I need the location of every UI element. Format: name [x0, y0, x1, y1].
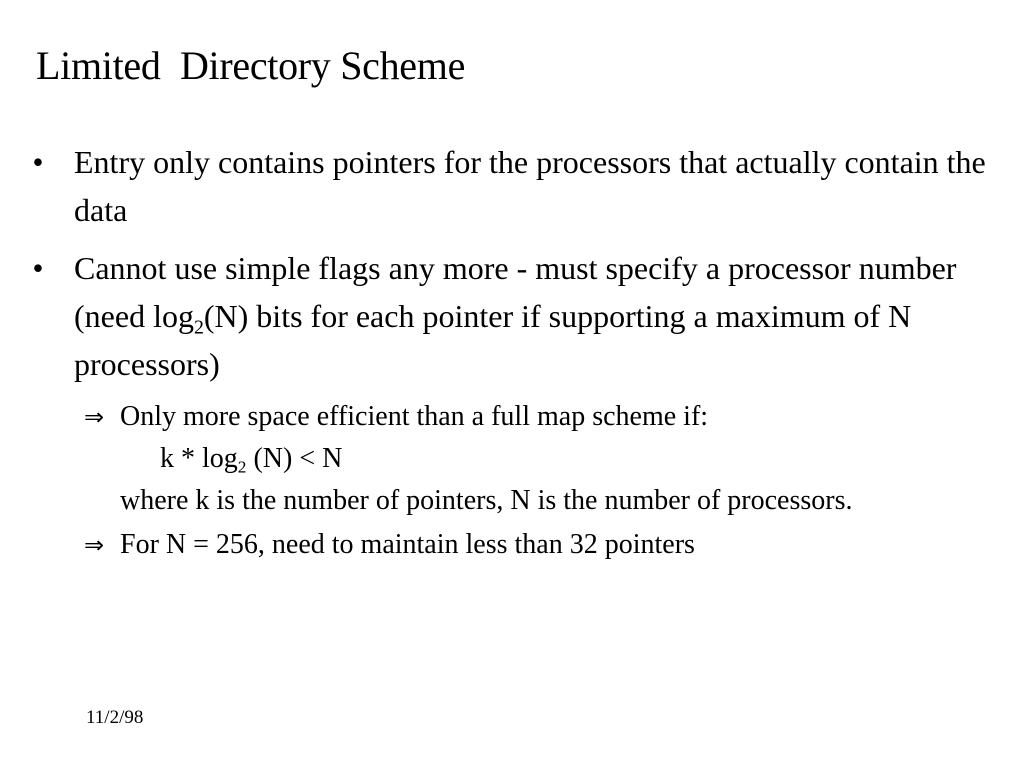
implies-arrow-icon: ⇒	[84, 403, 105, 431]
implication-lead: Only more space efficient than a full map scheme if:	[120, 401, 709, 432]
bullet-dot-icon: •	[32, 144, 44, 180]
formula	[120, 438, 964, 480]
implication-item	[84, 524, 964, 566]
implication-list	[84, 396, 964, 566]
formula-part: k * log	[160, 443, 238, 474]
implication-text: For N = 256, need to maintain less than 32 pointers	[120, 529, 695, 560]
bullet-dot-icon: •	[32, 250, 44, 286]
subscript: 2	[193, 316, 204, 339]
formula-part: (N) < N	[246, 443, 343, 474]
bullet-text-part: (N) bits for each pointer if supporting a maximum of N processors)	[74, 298, 912, 382]
footer-date: 11/2/98	[86, 707, 144, 728]
implication-item	[84, 396, 964, 522]
bullet-item	[28, 244, 988, 388]
slide-title: Limited Directory Scheme	[36, 43, 466, 88]
formula-subscript: 2	[237, 457, 247, 477]
bullet-text-part: Cannot use simple flags any more - must specify a processor number (need log	[74, 250, 957, 334]
bullet-text: Entry only contains pointers for the processors that actually contain the data	[74, 144, 986, 228]
bullet-item	[28, 138, 988, 234]
implication-explanation: where k is the number of pointers, N is the number of processors.	[120, 485, 853, 516]
bullet-text	[74, 250, 956, 382]
bullet-list	[28, 138, 988, 398]
implies-arrow-icon: ⇒	[84, 531, 105, 559]
